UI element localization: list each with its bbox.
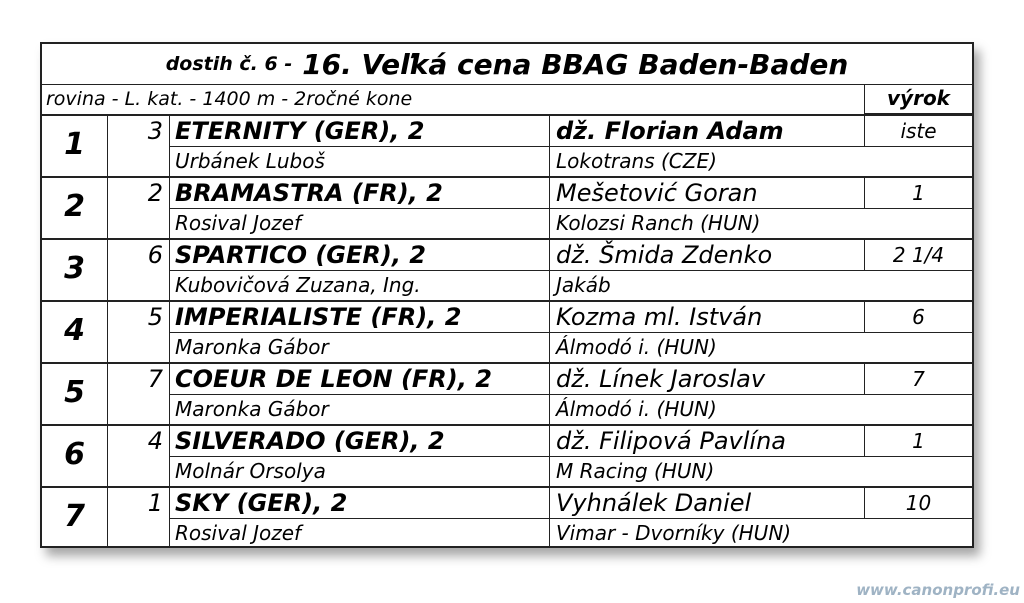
- trainer-name: Rosival Jozef: [170, 519, 550, 548]
- row-divider: [170, 270, 972, 271]
- horse-name: SKY (GER), 2: [170, 488, 550, 518]
- result-row: [42, 114, 972, 176]
- trainer-name: Rosival Jozef: [170, 209, 550, 238]
- finish-position: 2: [42, 178, 108, 238]
- race-title: 16. Veľká cena BBAG Baden-Baden: [302, 47, 849, 81]
- odds-value: 1: [864, 178, 972, 208]
- trainer-name: Maronka Gábor: [170, 333, 550, 362]
- result-row: [42, 424, 972, 486]
- odds-value: 10: [864, 488, 972, 518]
- trainer-name: Kubovičová Zuzana, Ing.: [170, 271, 550, 300]
- row-divider: [170, 146, 972, 147]
- horse-name: COEUR DE LEON (FR), 2: [170, 364, 550, 394]
- jockey-name: dž. Filipová Pavlína: [556, 427, 786, 455]
- odds-column-header: výrok: [864, 84, 972, 114]
- finish-position: 1: [42, 116, 108, 176]
- race-number-label: dostih č. 6 -: [165, 53, 293, 75]
- owner-name: Álmodó i. (HUN): [556, 335, 717, 359]
- owner-name: Kolozsi Ranch (HUN): [556, 211, 761, 235]
- owner-name: Vimar - Dvorníky (HUN): [556, 521, 792, 545]
- race-title-row: [42, 44, 972, 85]
- start-number: 6: [108, 240, 170, 300]
- odds-value: 6: [864, 302, 972, 332]
- horse-name: IMPERIALISTE (FR), 2: [170, 302, 550, 332]
- jockey-name: dž. Florian Adam: [556, 117, 784, 145]
- start-number: 7: [108, 364, 170, 424]
- race-info-row: [42, 84, 972, 114]
- horse-name: BRAMASTRA (FR), 2: [170, 178, 550, 208]
- row-divider: [170, 394, 972, 395]
- finish-position: 5: [42, 364, 108, 424]
- odds-value: iste: [864, 116, 972, 146]
- row-divider: [170, 332, 972, 333]
- owner-name: Lokotrans (CZE): [556, 149, 717, 173]
- trainer-name: Molnár Orsolya: [170, 457, 550, 486]
- jockey-name: dž. Línek Jaroslav: [556, 365, 766, 393]
- result-row: [42, 300, 972, 362]
- result-row: [42, 362, 972, 424]
- row-divider: [170, 456, 972, 457]
- jockey-name: dž. Šmida Zdenko: [556, 241, 773, 269]
- row-divider: [170, 518, 972, 519]
- owner-name: Jakáb: [556, 273, 611, 297]
- result-row: [42, 486, 972, 548]
- start-number: 3: [108, 116, 170, 176]
- trainer-name: Urbánek Luboš: [170, 147, 550, 176]
- start-number: 2: [108, 178, 170, 238]
- start-number: 5: [108, 302, 170, 362]
- horse-name: ETERNITY (GER), 2: [170, 116, 550, 146]
- start-number: 4: [108, 426, 170, 486]
- odds-value: 2 1/4: [864, 240, 972, 270]
- finish-position: 4: [42, 302, 108, 362]
- odds-value: 7: [864, 364, 972, 394]
- jockey-name: Mešetović Goran: [556, 179, 758, 207]
- race-conditions: rovina - L. kat. - 1400 m - 2ročné kone: [46, 88, 413, 110]
- result-row: [42, 238, 972, 300]
- owner-name: M Racing (HUN): [556, 459, 715, 483]
- finish-position: 6: [42, 426, 108, 486]
- trainer-name: Maronka Gábor: [170, 395, 550, 424]
- horse-name: SILVERADO (GER), 2: [170, 426, 550, 456]
- odds-value: 1: [864, 426, 972, 456]
- result-row: [42, 176, 972, 238]
- results-card: [40, 42, 974, 548]
- horse-name: SPARTICO (GER), 2: [170, 240, 550, 270]
- jockey-name: Vyhnálek Daniel: [556, 489, 752, 517]
- row-divider: [170, 208, 972, 209]
- watermark: www.canonprofi.eu: [856, 581, 1020, 599]
- start-number: 1: [108, 488, 170, 548]
- jockey-name: Kozma ml. István: [556, 303, 763, 331]
- finish-position: 7: [42, 488, 108, 548]
- finish-position: 3: [42, 240, 108, 300]
- owner-name: Álmodó i. (HUN): [556, 397, 717, 421]
